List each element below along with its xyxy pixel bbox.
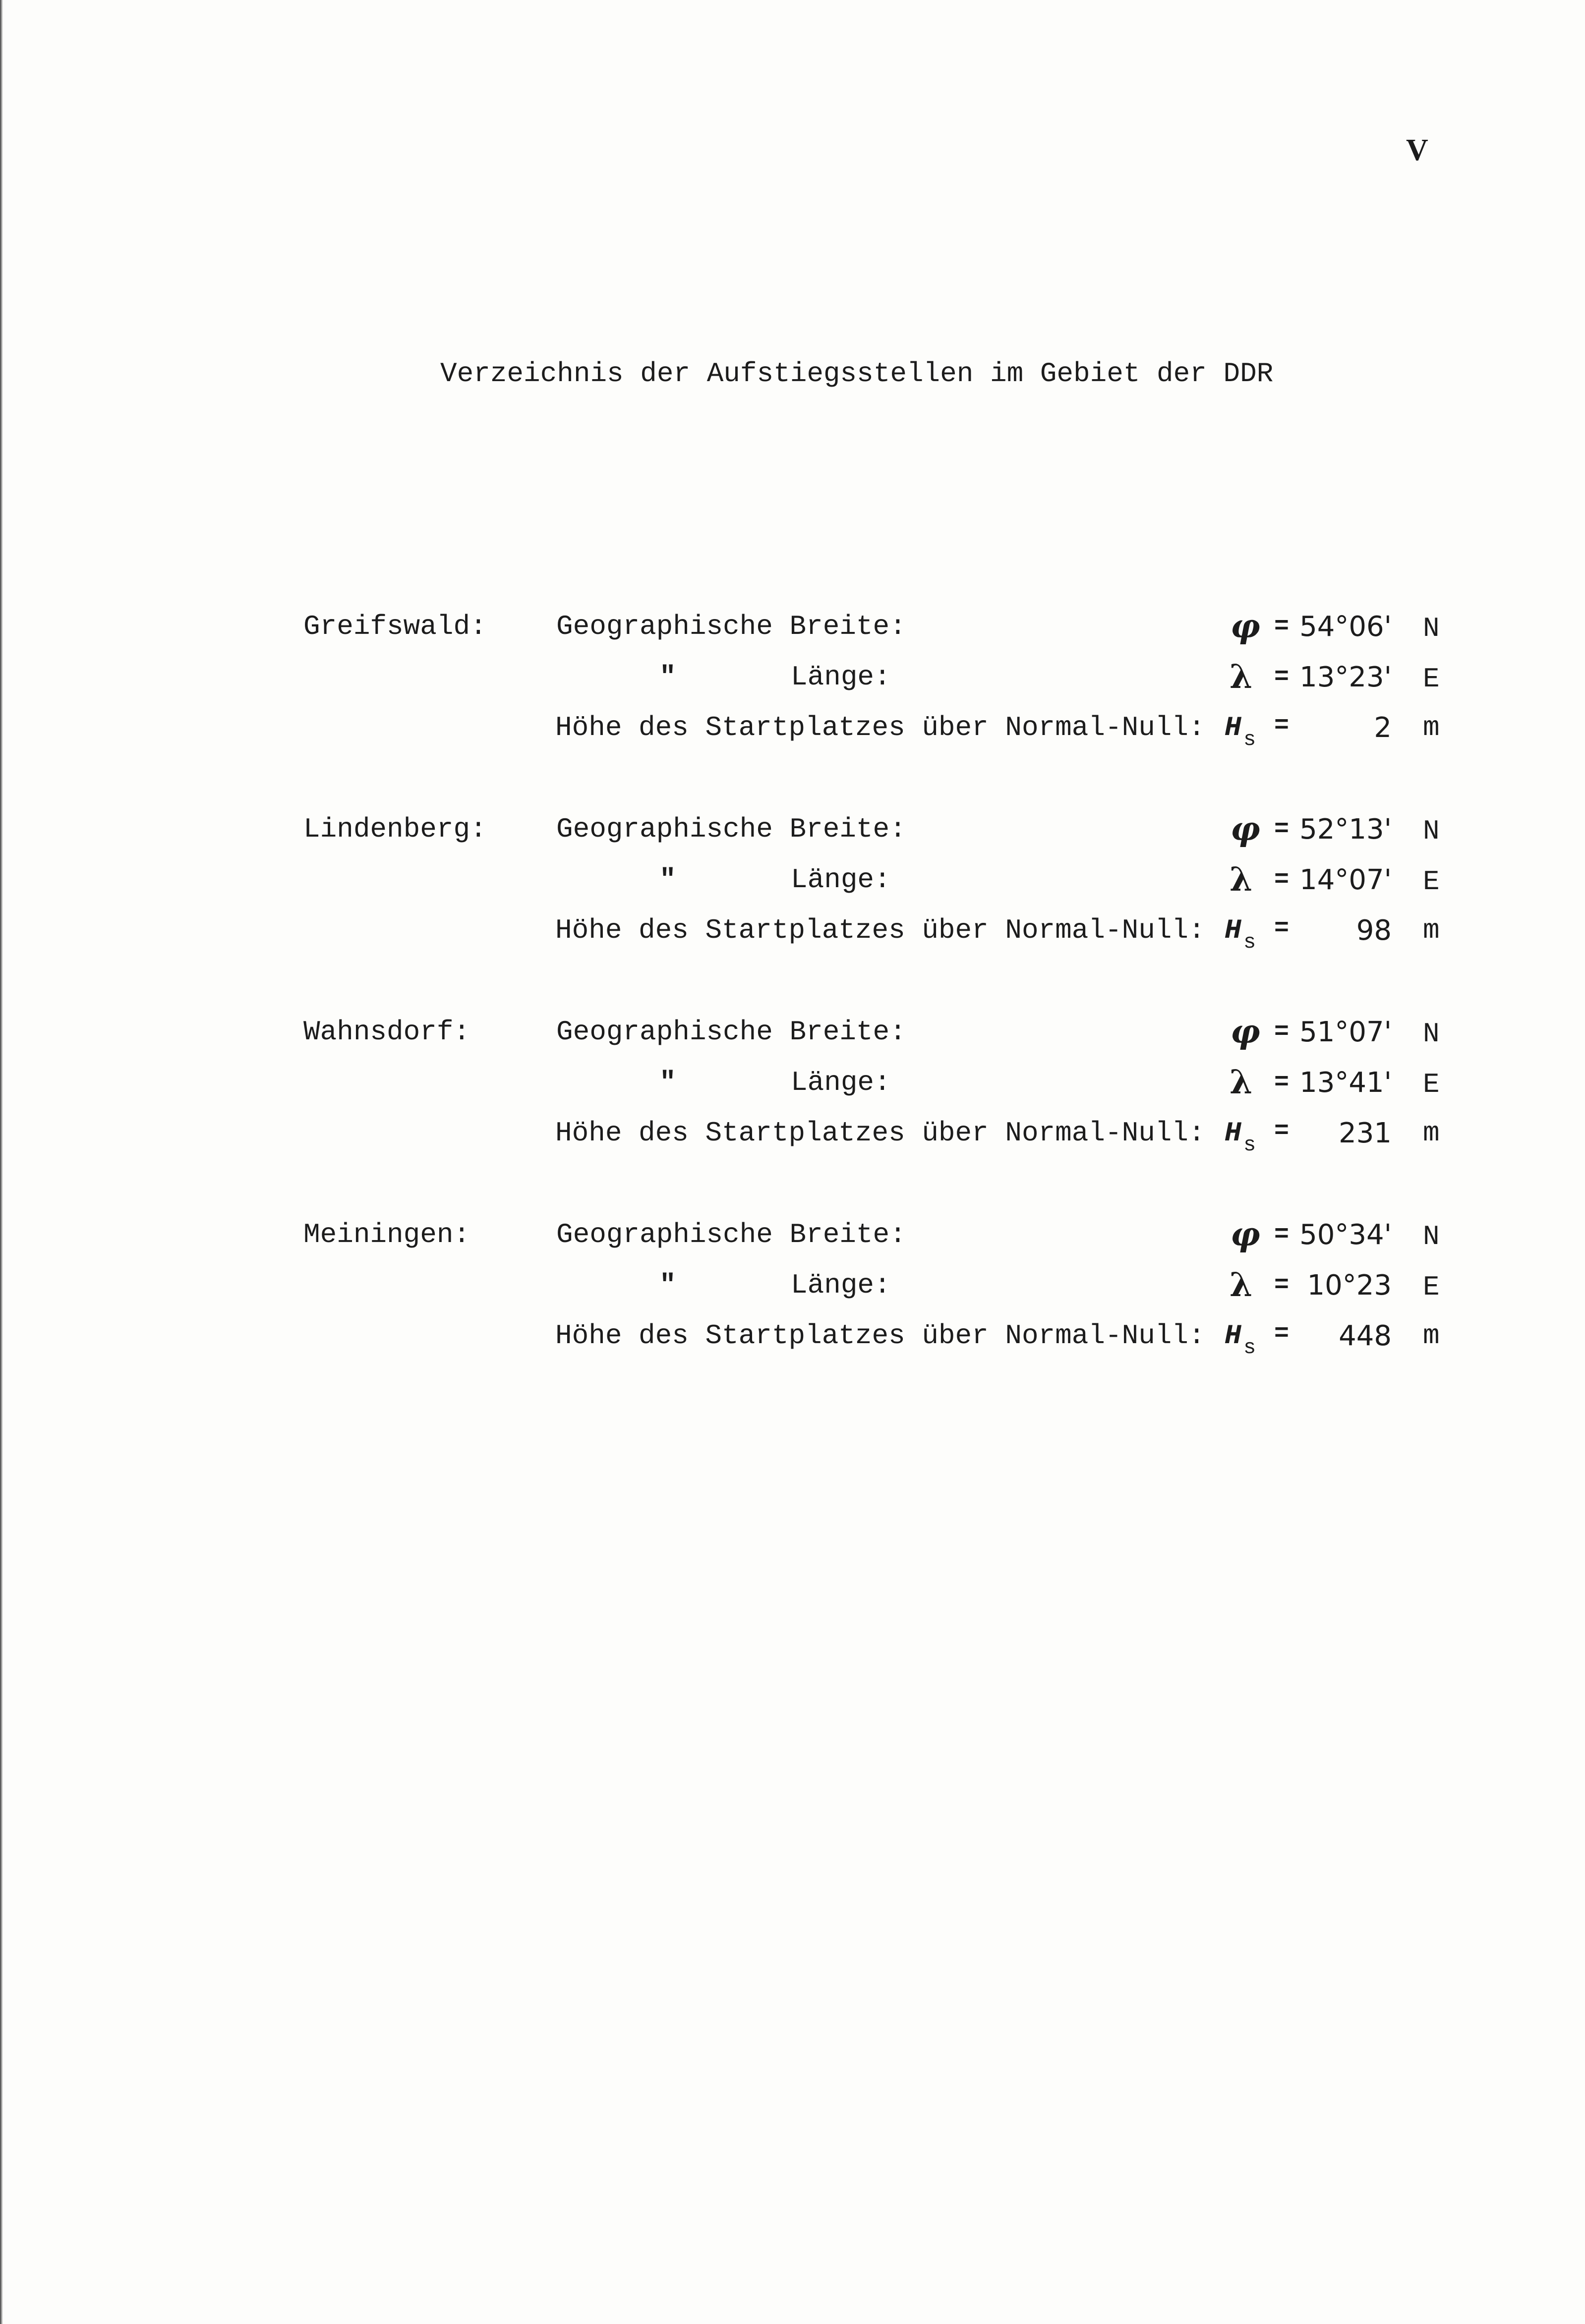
- equals-sign: =: [1274, 866, 1290, 894]
- latitude-value: 52°13': [1299, 813, 1392, 846]
- equals-sign: =: [1274, 1018, 1290, 1046]
- height-subscript: s: [1243, 728, 1256, 751]
- longitude-direction: E: [1423, 1069, 1440, 1100]
- phi-symbol: φ: [1231, 1215, 1260, 1253]
- longitude-value: 14°07': [1299, 864, 1392, 896]
- height-value: 448: [1339, 1320, 1392, 1352]
- longitude-label: Länge:: [791, 864, 891, 896]
- ditto-mark: ": [659, 661, 676, 693]
- height-label: Höhe des Startplatzes über Normal-Null:: [555, 712, 1205, 743]
- station-name: Greifswald:: [303, 611, 487, 642]
- ditto-mark: ": [659, 864, 676, 896]
- phi-symbol: φ: [1231, 809, 1260, 848]
- equals-sign: =: [1274, 914, 1290, 943]
- station-block-lindenberg: [0, 809, 1585, 977]
- station-block-meiningen: [0, 1215, 1585, 1382]
- latitude-direction: N: [1423, 815, 1440, 847]
- height-symbol: H: [1225, 1320, 1241, 1352]
- longitude-direction: E: [1423, 1271, 1440, 1303]
- height-label: Höhe des Startplatzes über Normal-Null:: [555, 914, 1205, 946]
- equals-sign: =: [1274, 1221, 1290, 1249]
- equals-sign: =: [1274, 1271, 1290, 1300]
- longitude-value: 10°23: [1307, 1269, 1392, 1302]
- latitude-direction: N: [1423, 613, 1440, 644]
- height-label: Höhe des Startplatzes über Normal-Null:: [555, 1320, 1205, 1352]
- height-value: 2: [1374, 712, 1392, 744]
- longitude-label: Länge:: [791, 661, 891, 693]
- latitude-label: Geographische Breite:: [556, 611, 906, 642]
- phi-symbol: φ: [1231, 607, 1260, 645]
- longitude-value: 13°41': [1299, 1067, 1392, 1099]
- lambda-symbol: λ: [1230, 1063, 1253, 1101]
- ditto-mark: ": [659, 1269, 676, 1301]
- station-block-wahnsdorf: [0, 1012, 1585, 1180]
- latitude-value: 51°07': [1299, 1016, 1392, 1048]
- equals-sign: =: [1274, 1069, 1290, 1097]
- equals-sign: =: [1274, 663, 1290, 691]
- station-block-greifswald: [0, 607, 1585, 774]
- equals-sign: =: [1274, 1117, 1290, 1145]
- height-label: Höhe des Startplatzes über Normal-Null:: [555, 1117, 1205, 1149]
- latitude-value: 50°34': [1299, 1219, 1392, 1251]
- station-name: Wahnsdorf:: [303, 1016, 470, 1048]
- height-value: 98: [1356, 914, 1392, 947]
- lambda-symbol: λ: [1230, 1265, 1253, 1304]
- station-name: Lindenberg:: [303, 813, 487, 845]
- lambda-symbol: λ: [1230, 860, 1253, 899]
- ditto-mark: ": [659, 1067, 676, 1098]
- height-unit: m: [1423, 914, 1440, 946]
- height-unit: m: [1423, 712, 1440, 743]
- equals-sign: =: [1274, 613, 1290, 641]
- longitude-direction: E: [1423, 866, 1440, 898]
- height-subscript: s: [1243, 1336, 1256, 1360]
- height-symbol: H: [1225, 712, 1241, 743]
- latitude-direction: N: [1423, 1018, 1440, 1050]
- equals-sign: =: [1274, 712, 1290, 740]
- height-symbol: H: [1225, 1117, 1241, 1149]
- height-subscript: s: [1243, 930, 1256, 954]
- equals-sign: =: [1274, 1320, 1290, 1348]
- height-subscript: s: [1243, 1133, 1256, 1157]
- latitude-label: Geographische Breite:: [556, 1219, 906, 1250]
- latitude-direction: N: [1423, 1221, 1440, 1252]
- equals-sign: =: [1274, 815, 1290, 844]
- longitude-label: Länge:: [791, 1269, 891, 1301]
- latitude-label: Geographische Breite:: [556, 1016, 906, 1048]
- phi-symbol: φ: [1231, 1012, 1260, 1051]
- height-value: 231: [1339, 1117, 1392, 1149]
- latitude-label: Geographische Breite:: [556, 813, 906, 845]
- height-unit: m: [1423, 1117, 1440, 1149]
- page-number: V: [1406, 133, 1428, 167]
- latitude-value: 54°06': [1299, 611, 1392, 643]
- lambda-symbol: λ: [1230, 657, 1253, 696]
- longitude-label: Länge:: [791, 1067, 891, 1098]
- longitude-direction: E: [1423, 663, 1440, 695]
- height-unit: m: [1423, 1320, 1440, 1352]
- height-symbol: H: [1225, 914, 1241, 946]
- page-title: Verzeichnis der Aufstiegsstellen im Gebiet der DDR: [440, 358, 1274, 390]
- station-name: Meiningen:: [303, 1219, 470, 1250]
- longitude-value: 13°23': [1299, 661, 1392, 693]
